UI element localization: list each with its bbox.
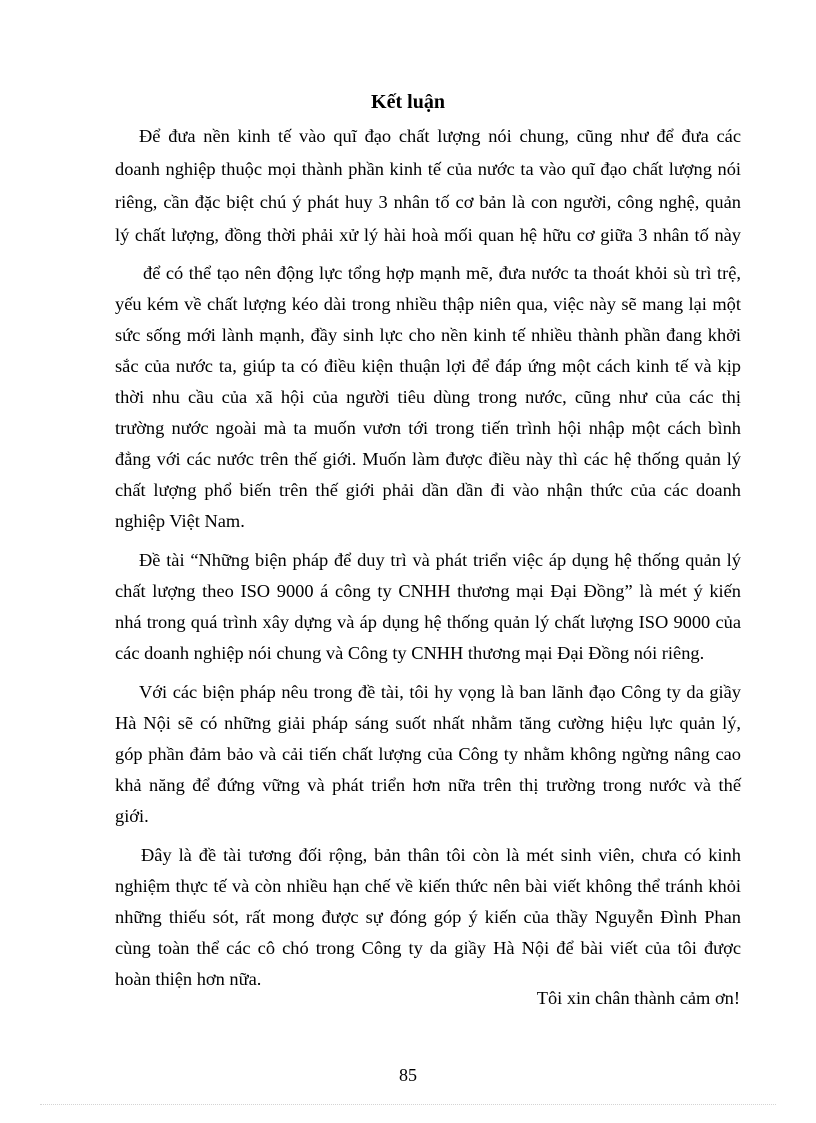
closing-thanks: Tôi xin chân thành cảm ơn! — [536, 988, 740, 1008]
paragraph-line: sắc của nước ta, giúp ta có điều kiện thuận lợi để đáp ứng một cách kinh tế và kịp — [115, 356, 741, 376]
paragraph-line: nhá trong quá trình xây dựng và áp dụng hệ thống quản lý chất lượng ISO 9000 của — [115, 612, 741, 632]
paragraph-line: giới. — [115, 806, 149, 826]
paragraph-line: Đề tài “Những biện pháp để duy trì và phát triển việc áp dụng hệ thống quản lý — [139, 550, 741, 570]
paragraph-line: nghiệp Việt Nam. — [115, 511, 245, 531]
paragraph-line: Đây là đề tài tương đối rộng, bản thân tôi còn là mét sinh viên, chưa có kinh — [141, 845, 741, 865]
paragraph-line: yếu kém về chất lượng kéo dài trong nhiều thập niên qua, việc này sẽ mang lại một — [115, 294, 741, 314]
paragraph-line: riêng, cần đặc biệt chú ý phát huy 3 nhân tố cơ bản là con người, công nghệ, quản — [115, 192, 741, 212]
paragraph-line: Hà Nội sẽ có những giải pháp sáng suốt nhất nhằm tăng cường hiệu lực quản lý, — [115, 713, 741, 733]
page-number: 85 — [399, 1065, 417, 1085]
paragraph-line: chất lượng phổ biến trên thế giới phải dần dần đi vào nhận thức của các doanh — [115, 480, 741, 500]
paragraph-line: cùng toàn thể các cô chó trong Công ty da giầy Hà Nội để bài viết của tôi được — [115, 938, 741, 958]
paragraph-line: đẳng với các nước trên thế giới. Muốn làm được điều này thì các hệ thống quản lý — [115, 449, 741, 469]
paragraph-line: doanh nghiệp thuộc mọi thành phần kinh tế của nước ta vào quĩ đạo chất lượng nói — [115, 159, 741, 179]
paragraph-line: sức sống mới lành mạnh, đầy sinh lực cho nền kinh tế nhiều thành phần đang khởi — [115, 325, 741, 345]
paragraph-line: thời nhu cầu của xã hội của người tiêu dùng trong nước, cũng như của các thị — [115, 387, 741, 407]
paragraph-line: để có thể tạo nên động lực tổng hợp mạnh mẽ, đưa nước ta thoát khỏi sù trì trệ, — [143, 263, 741, 283]
paragraph-line: trường nước ngoài mà ta muốn vươn tới trong tiến trình hội nhập một cách bình — [115, 418, 741, 438]
paragraph-line: các doanh nghiệp nói chung và Công ty CNHH thương mại Đại Đồng nói riêng. — [115, 643, 705, 663]
paragraph-line: hoàn thiện hơn nữa. — [115, 969, 262, 989]
paragraph-line: lý chất lượng, đồng thời phải xử lý hài hoà mối quan hệ hữu cơ giữa 3 nhân tố này — [115, 225, 741, 245]
paragraph-line: khả năng để đứng vững và phát triển hơn nữa trên thị trường trong nước và thế — [115, 775, 741, 795]
paragraph-line: góp phần đảm bảo và cải tiến chất lượng của Công ty nhằm không ngừng nâng cao — [115, 744, 741, 764]
paragraph-line: nghiệm thực tế và còn nhiều hạn chế về kiến thức nên bài viết không thể tránh khỏi — [115, 876, 741, 896]
paragraph-line: Để đưa nền kinh tế vào quĩ đạo chất lượng nói chung, cũng như để đưa các — [139, 126, 741, 146]
paragraph-line: chất lượng theo ISO 9000 á công ty CNHH thương mại Đại Đồng” là mét ý kiến — [115, 581, 741, 601]
page-bottom-divider — [40, 1104, 776, 1105]
page-title: Kết luận — [371, 91, 445, 113]
paragraph-line: những thiếu sót, rất mong được sự đóng góp ý kiến của thầy Nguyễn Đình Phan — [115, 907, 741, 927]
paragraph-line: Với các biện pháp nêu trong đề tài, tôi hy vọng là ban lãnh đạo Công ty da giầy — [139, 682, 741, 702]
